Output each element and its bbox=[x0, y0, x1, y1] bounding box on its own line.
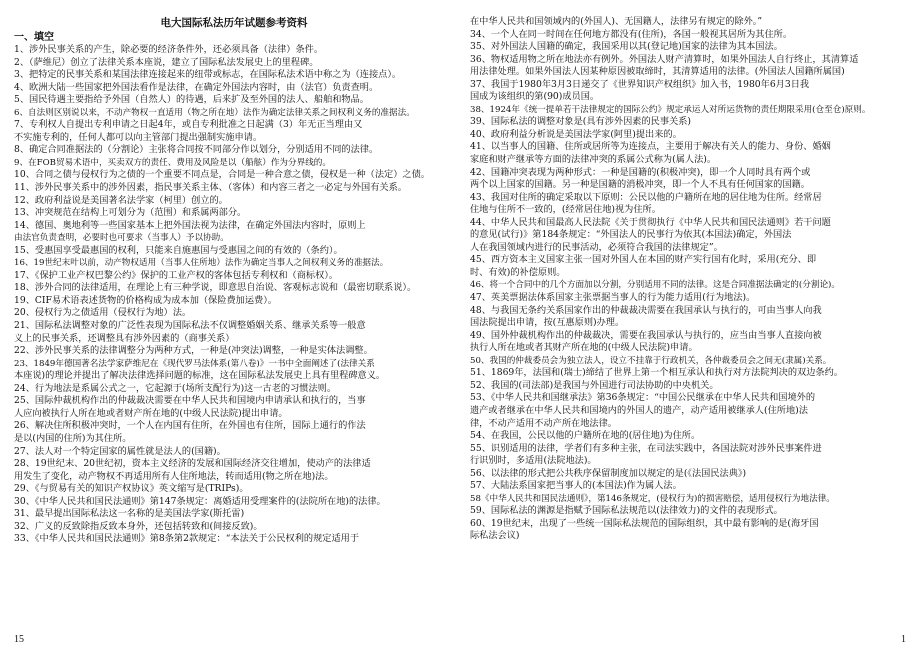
question-line: 37、我国于1980年3月3日递交了《世界知识产权组织》加入书，1980年6月3日我 bbox=[470, 78, 810, 90]
question-line: 遗产或者继承在中华人民共和国境内的外国人的遗产，动产适用被继承人(住所地)法 bbox=[470, 404, 808, 416]
page-number-left: 15 bbox=[14, 634, 24, 645]
question-line: 59、国际私法的渊源是指赋予国际私法规范以(法律效力)的文件的表现形式。 bbox=[470, 505, 783, 517]
question-line: 执行人所在地或者其财产所在地的(中级人民法院)申请。 bbox=[470, 342, 698, 354]
question-line: 本座说)的理论并提出了解决法律选择问题的标准，这在国际私法发展史上具有里程碑意义。 bbox=[14, 370, 386, 382]
question-line: 住地与住所不一致的，(经常居住地)视为住所。 bbox=[470, 204, 661, 216]
question-line: 43、我国对住所的确定采取以下原则：公民以他的户籍所在地的居住地为住所。经常居 bbox=[470, 191, 822, 203]
question-line: 48、与我国无条约关系国家作出的仲裁裁决需要在我国承认与执行的，可由当事人向我 bbox=[470, 304, 822, 316]
question-line: 行识别时，多适用(法院地法)。 bbox=[470, 455, 597, 467]
question-line: 是以(内国的住所)为其住所。 bbox=[14, 432, 132, 444]
question-line: 25、国际仲裁机构作出的仲裁裁决需要在中华人民共和国境内申请承认和执行的，当事 bbox=[14, 395, 366, 407]
question-line: 42、国籍冲突表现为两种形式：一种是国籍的(积极冲突)，即一个人同时具有两个或 bbox=[470, 166, 811, 178]
left-question-list bbox=[14, 44, 454, 546]
question-line: 8、确定合同准据法的（分割论）主张将合同按不同部分作以划分，分别适用不同的法律。 bbox=[14, 144, 379, 156]
question-line: 58《中华人民共和国民法通则》，第146条规定，(侵权行为)的损害赔偿，适用侵权行为地法律。 bbox=[470, 493, 835, 504]
document-title: 电大国际私法历年试题参考资料 bbox=[160, 17, 308, 29]
question-line: 20、侵权行为之债适用（侵权行为地）法。 bbox=[14, 307, 192, 319]
question-line: 家庭和财产继承等方面的法律冲突的系属公式称为(属人法)。 bbox=[470, 154, 717, 166]
question-line: 10、合同之债与侵权行为之债的一个重要不同点是，合同是一种合意之债，侵权是一种（法定）之债。 bbox=[14, 169, 430, 181]
question-line: 人在我国领域内进行的民事活动，必须符合我国的法律规定”。 bbox=[470, 241, 723, 253]
question-line: 7、专利权人自提出专利申请之日起4年，或自专利批准之日起满（3）年无正当理由又 bbox=[14, 119, 363, 131]
question-line: 2、（萨维尼）创立了法律关系本座说，建立了国际私法发展史上的里程碑。 bbox=[14, 56, 319, 68]
question-line: 50、我国的仲裁委员会为独立法人，设立不挂靠于行政机关，各仲裁委员会之间无(隶属)关系。 bbox=[470, 355, 832, 366]
question-line: 52、我国的(司法部)是我国与外国进行司法协助的中央机关。 bbox=[470, 379, 719, 391]
question-line: 55、识别适用的法律，学者们有多种主张，在司法实践中，各国法院对涉外民事案件进 bbox=[470, 442, 822, 454]
question-line: 60、19世纪末，出现了一些统一国际私法规范的国际组织，其中最有影响的是(海牙国 bbox=[470, 517, 819, 529]
question-line: 用发生了变化，动产物权不再适用所有人住所地法，转而适用(物之所在地)法。 bbox=[14, 470, 334, 482]
question-line: 11、涉外民事关系中的涉外因素，指民事关系主体、（客体）和内容三者之一必定与外国有关系。 bbox=[14, 182, 407, 194]
question-line: 34、一个人在同一时间在任何地方都没有(住所)，各国一般视其居所为其住所。 bbox=[470, 28, 793, 40]
question-line: 40、政府利益分析说是美国法学家(阿里)提出来的。 bbox=[470, 128, 682, 140]
question-line: 23、1849年德国著名法学家萨维尼在《现代罗马法体系(第八卷)》一书中全面阐述了(法律关系 bbox=[14, 358, 375, 369]
question-line: 57、大陆法系国家把当事人的(本国法)作为属人法。 bbox=[470, 480, 682, 492]
question-line: 由法官负责查明，必要时也可要求（当事人）予以协助。 bbox=[14, 233, 229, 244]
question-line: 际私法会议) bbox=[470, 530, 520, 542]
question-line: 19、CIF易术语表述货物的价格构成为成本加（保险费加运费）。 bbox=[14, 294, 277, 306]
question-line: 时、有效)的补偿原则。 bbox=[470, 266, 566, 278]
question-line: 49、国外仲裁机构作出的仲裁裁决，需要在我国承认与执行的，应当由当事人直接向被 bbox=[470, 329, 822, 341]
question-line: 律，不动产适用不动产所在地法律。 bbox=[470, 417, 617, 429]
question-line: 38、1924年《统一提单若干法律规定的国际公约》规定承运人对所运货物的责任期限采用(仓至仓)原则。 bbox=[470, 104, 871, 115]
question-line: 13、冲突规范在结构上可划分为（范围）和系属两部分。 bbox=[14, 207, 247, 219]
question-line: 41、以当事人的国籍、住所或居所等为连接点，主要用于解决有关人的能力、身份、婚姻 bbox=[470, 141, 831, 153]
question-line: 15、受惠国享受最惠国的权利，只能来自施惠国与受惠国之间的有效的（条约）。 bbox=[14, 244, 343, 256]
question-line: 国成为该组织的第(90)成员国。 bbox=[470, 91, 600, 103]
question-line: 44、中华人民共和国最高人民法院《关于贯彻执行《中华人民共和国民法通则》若干问题 bbox=[470, 216, 831, 228]
question-line: 56、以法律的形式把公共秩序保留制度加以规定的是(《法国民法典》) bbox=[470, 467, 747, 479]
question-line: 用法律处理。如果外国法人因某种原因被取缔时，其清算适用的法律。(外国法人国籍所属国) bbox=[470, 66, 845, 78]
question-line: 47、英美票据法体系国家主张票据当事人的行为能力适用(行为地法)。 bbox=[470, 292, 756, 304]
question-line: 53、《中华人民共和国继承法》第36条规定：“中国公民继承在中华人民共和国境外的 bbox=[470, 392, 816, 404]
question-line: 两个以上国家的国籍。另一种是国籍的消极冲突，即一个人不具有任何国家的国籍。 bbox=[470, 179, 810, 191]
question-line: 36、物权适用物之所在地法亦有例外。外国法人财产清算时，如果外国法人自行终止，其清算适 bbox=[470, 53, 859, 65]
question-line: 54、在我国，公民以他的户籍所在地的(居住地)为住所。 bbox=[470, 430, 701, 442]
question-line: 45、西方资本主义国家主张一国对外国人在本国的财产实行国有化时，采用(充分、即 bbox=[470, 254, 817, 266]
question-line: 51、1869年，法国和(瑞士)缔结了世界上第一个相互承认和执行对方法院判决的双边条约。 bbox=[470, 367, 843, 379]
question-line: 24、行为地法是系属公式之一，它起源于(场所支配行为)这一古老的习惯法则。 bbox=[14, 382, 337, 394]
question-line: 33、《中华人民共和国民法通则》第8条第2款规定：“本法关于公民权利的规定适用于 bbox=[14, 533, 360, 545]
question-line: 27、法人对一个特定国家的属性就是法人的(国籍)。 bbox=[14, 445, 226, 457]
question-line: 1、涉外民事关系的产生，除必要的经济条件外，还必须具备（法律）条件。 bbox=[14, 44, 324, 55]
question-line: 14、德国、奥地利等一些国家基本上把外国法视为法律，在确定外国法内容时，原则上 bbox=[14, 219, 366, 231]
left-column bbox=[14, 16, 454, 629]
question-line: 26、解决住所积极冲突时，一个人在内国有住所，在外国也有住所，国际上通行的作法 bbox=[14, 420, 366, 432]
question-line: 18、涉外合同的法律适用，在理论上有三种学说，即意思自治说、客观标志说和（最密切联系说）。 bbox=[14, 282, 417, 294]
question-line: 人应向被执行人所在地或者财产所在地的(中级人民法院)提出申请。 bbox=[14, 407, 288, 419]
question-line: 义上的民事关系，还调整具有涉外因素的（商事关系） bbox=[14, 332, 235, 344]
question-line: 4、欧洲大陆一些国家把外国法看作是法律，在确定外国法内容时，由（法官）负责查明。 bbox=[14, 81, 379, 93]
question-line: 12、政府利益说是美国著名法学家（柯里）创立的。 bbox=[14, 194, 228, 206]
question-line: 的意见(试行)》第184条规定：“外国法人的民事行为依其(本国法)确定，外国法 bbox=[470, 229, 792, 241]
question-line: 9、在FOB贸易术语中，买卖双方的责任、费用及风险是以（船舷）作为分界线的。 bbox=[14, 157, 331, 168]
question-line: 28、19世纪末、20世纪初，资本主义经济的发展和国际经济交往增加，使动产的法律适 bbox=[14, 458, 371, 470]
question-line: 21、国际私法调整对象的广泛性表现为国际私法不仅调整婚姻关系、继承关系等一般意 bbox=[14, 320, 366, 332]
question-line: 6、自法则区别说以来，不动产物权一直适用（物之所在地）法作为确定法律关系之间权利义务的准据法。 bbox=[14, 107, 415, 118]
question-line: 32、广义的反致除指反致本身外，还包括转致和(间接反致)。 bbox=[14, 520, 263, 532]
question-line: 39、国际私法的调整对象是(具有涉外因素的民事关系) bbox=[470, 116, 691, 128]
right-question-list bbox=[470, 16, 910, 543]
section-heading: 一、填空 bbox=[14, 32, 54, 43]
page-number-right: 1 bbox=[901, 634, 906, 645]
question-line: 3、把特定的民事关系和某国法律连接起来的纽带或标志，在国际私法术语中称之为（连接点）。 bbox=[14, 69, 402, 81]
question-line: 5、国民待遇主要指给予外国（自然人）的待遇，后来扩及至外国的法人、船舶和物品。 bbox=[14, 94, 369, 106]
right-column bbox=[470, 16, 910, 629]
question-line: 在中华人民共和国领域内的(外国人)、无国籍人，法律另有规定的除外。” bbox=[470, 16, 763, 27]
question-line: 不实施专利的，任何人都可以向主管部门提出强制实施申请。 bbox=[14, 131, 263, 143]
question-line: 30、《中华人民共和国民法通则》第147条规定：离婚适用受理案件的(法院所在地)的法律。 bbox=[14, 495, 386, 507]
question-line: 29、《与贸易有关的知识产权协议》英文缩写是(TRIPs)。 bbox=[14, 483, 249, 495]
question-line: 17、《保护工业产权巴黎公约》保护的工业产权的客体包括专利权和（商标权）。 bbox=[14, 269, 339, 281]
question-line: 国法院提出申请，按(互惠原则)办理。 bbox=[470, 317, 625, 329]
question-line: 31、最早提出国际私法这一名称的是美国法学家(斯托雷) bbox=[14, 508, 245, 520]
question-line: 16、19世纪末叶以前，动产物权适用（当事人住所地）法作为确定当事人之间权利义务的准据法。 bbox=[14, 258, 389, 269]
question-line: 35、对外国法人国籍的确定，我国采用以其(登记地)国家的法律为其本国法。 bbox=[470, 41, 783, 53]
question-line: 46、将一个合同中的几个方面加以分割，分别适用不同的法律。这是合同准据法确定的(分割论)。 bbox=[470, 280, 840, 291]
question-line: 22、涉外民事关系的法律调整分为两种方式，一种是(冲突法)调整，一种是实体法调整。 bbox=[14, 345, 373, 357]
